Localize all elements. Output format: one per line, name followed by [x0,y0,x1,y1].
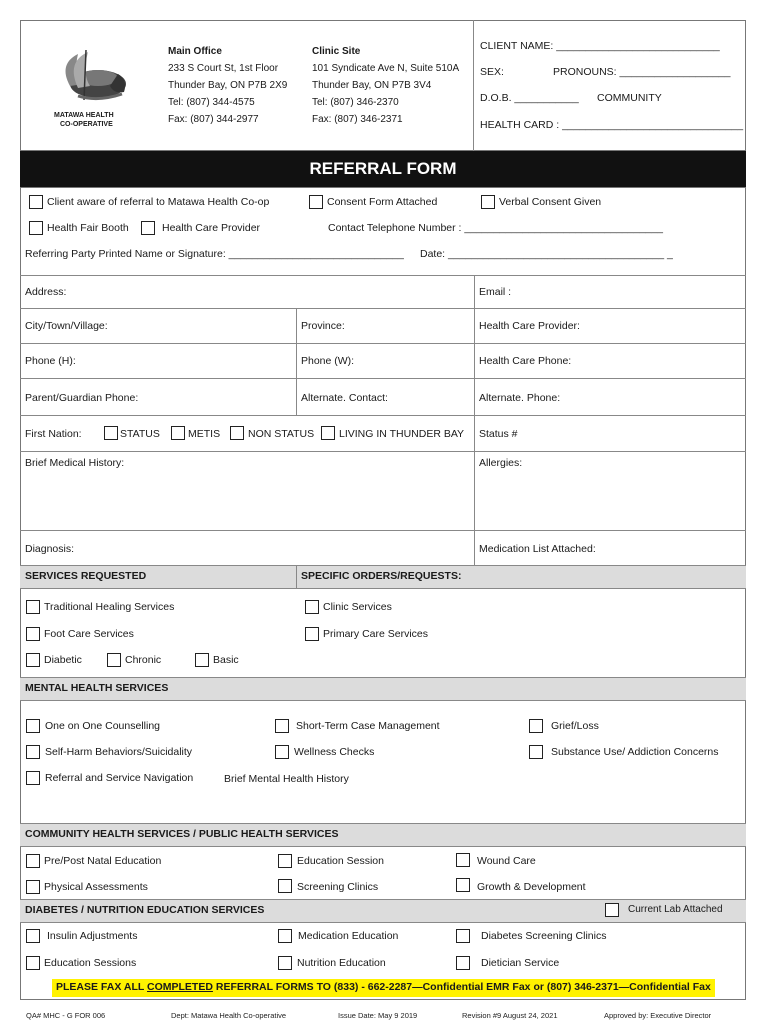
mental-heading: MENTAL HEALTH SERVICES [25,682,169,694]
screening-label: Screening Clinics [297,881,379,893]
clinic-services-label: Clinic Services [323,601,392,613]
non-status-checkbox[interactable] [230,426,244,440]
grid-line [20,308,746,309]
grid-col [474,275,475,565]
education-session-checkbox[interactable] [278,854,292,868]
clinic-site-fax: Fax: (807) 346-2371 [312,114,403,125]
non-status-label: NON STATUS [248,428,315,440]
diagnosis-label: Diagnosis: [25,543,75,555]
client-aware-checkbox[interactable] [29,195,43,209]
referral-nav-label: Referral and Service Navigation [45,772,194,784]
date-field[interactable]: Date: _____________________________________ _ [420,248,673,260]
main-office-line2: Thunder Bay, ON P7B 2X9 [168,80,288,91]
medication-ed-checkbox[interactable] [278,929,292,943]
grid-line [20,415,746,416]
alt-contact-label: Alternate. Contact: [301,392,388,404]
current-lab-checkbox[interactable] [605,903,619,917]
wound-care-label: Wound Care [477,855,536,867]
traditional-label: Traditional Healing Services [44,601,175,613]
current-lab-label: Current Lab Attached [628,904,723,915]
org-name-line2: CO-OPERATIVE [60,121,113,128]
main-office-title: Main Office [168,46,222,57]
basic-checkbox[interactable] [195,653,209,667]
footer-issue: Issue Date: May 9 2019 [338,1011,418,1020]
community-band [20,823,746,847]
province-label: Province: [301,320,345,332]
grid-line [20,343,746,344]
fax-notice-part3: REFERRAL FORMS TO (833) - 662-2287—Confidential EMR Fax or (807) 346-2371—Confidential Fax [212,981,711,993]
mental-band [20,677,746,701]
substance-label: Substance Use/ Addiction Concerns [551,746,719,758]
diabetic-label: Diabetic [44,654,82,666]
verbal-consent-checkbox[interactable] [481,195,495,209]
living-tb-label: LIVING IN THUNDER BAY [339,428,465,440]
client-aware-label: Client aware of referral to Matawa Health Co-op [47,196,270,208]
main-office-tel: Tel: (807) 344-4575 [168,97,255,108]
main-office-block [168,43,287,128]
living-tb-checkbox[interactable] [321,426,335,440]
short-term-label: Short-Term Case Management [296,720,440,732]
footer-approved: Approved by: Executive Director [604,1011,712,1020]
screening-checkbox[interactable] [278,879,292,893]
prenatal-checkbox[interactable] [26,854,40,868]
insulin-label: Insulin Adjustments [47,930,138,942]
primary-care-checkbox[interactable] [305,627,319,641]
diabetes-heading: DIABETES / NUTRITION EDUCATION SERVICES [25,904,265,916]
education-sessions-checkbox[interactable] [26,956,40,970]
foot-care-label: Foot Care Services [44,628,134,640]
growth-checkbox[interactable] [456,878,470,892]
referral-nav-checkbox[interactable] [26,771,40,785]
wound-care-checkbox[interactable] [456,853,470,867]
contact-phone-field[interactable]: Contact Telephone Number : __________________________________ [328,222,663,234]
community-heading: COMMUNITY HEALTH SERVICES / PUBLIC HEALTH SERVICES [25,828,339,840]
nutrition-checkbox[interactable] [278,956,292,970]
nutrition-label: Nutrition Education [297,957,386,969]
org-name-line1: MATAWA HEALTH [54,112,114,119]
hcp-label: Health Care Provider: [479,320,580,332]
physical-label: Physical Assessments [44,881,148,893]
hc-phone-label: Health Care Phone: [479,355,572,367]
foot-care-checkbox[interactable] [26,627,40,641]
chronic-label: Chronic [125,654,162,666]
clinic-site-tel: Tel: (807) 346-2370 [312,97,399,108]
header-divider [473,20,474,151]
grid-line [20,378,746,379]
grid-line [20,451,746,452]
fax-notice-completed: COMPLETED [147,981,213,993]
clinic-services-checkbox[interactable] [305,600,319,614]
grid-line [20,530,746,531]
traditional-checkbox[interactable] [26,600,40,614]
health-card-field[interactable]: HEALTH CARD : _______________________________ [480,119,744,131]
main-office-line1: 233 S Court St, 1st Floor [168,63,279,74]
status-checkbox[interactable] [104,426,118,440]
main-office-fax: Fax: (807) 344-2977 [168,114,259,125]
services-heading: SERVICES REQUESTED [25,570,147,582]
referring-party-field[interactable]: Referring Party Printed Name or Signature: ______________________________ [25,248,404,260]
consent-form-label: Consent Form Attached [327,196,438,208]
med-list-label: Medication List Attached: [479,543,596,555]
chronic-checkbox[interactable] [107,653,121,667]
metis-label: METIS [188,428,221,440]
substance-checkbox[interactable] [529,745,543,759]
grief-checkbox[interactable] [529,719,543,733]
grid-line [20,275,746,276]
pronouns-field[interactable]: PRONOUNS: ___________________ [553,66,731,78]
diabetes-screening-label: Diabetes Screening Clinics [481,930,607,942]
orders-heading: SPECIFIC ORDERS/REQUESTS: [301,570,462,582]
clinic-site-line2: Thunder Bay, ON P7B 3V4 [312,80,432,91]
clinic-site-block [312,43,459,128]
form-title: REFERRAL FORM [20,151,746,187]
basic-label: Basic [213,654,239,666]
health-fair-label: Health Fair Booth [47,222,129,234]
allergies-label: Allergies: [479,457,523,469]
dietician-checkbox[interactable] [456,956,470,970]
services-band [20,565,746,589]
client-name-field[interactable]: CLIENT NAME: ____________________________ [480,40,720,52]
consent-form-checkbox[interactable] [309,195,323,209]
status-number-label: Status # [479,428,518,440]
fax-notice-part1: PLEASE FAX ALL [56,981,148,993]
counselling-checkbox[interactable] [26,719,40,733]
footer-revision: Revision #9 August 24, 2021 [462,1011,558,1020]
primary-care-label: Primary Care Services [323,628,429,640]
wellness-checkbox[interactable] [275,745,289,759]
phone-w-label: Phone (W): [301,355,355,367]
counselling-label: One on One Counselling [45,720,160,732]
alt-phone-label: Alternate. Phone: [479,392,561,404]
phone-h-label: Phone (H): [25,355,76,367]
short-term-checkbox[interactable] [275,719,289,733]
fax-notice [52,979,715,997]
metis-checkbox[interactable] [171,426,185,440]
growth-label: Growth & Development [477,881,586,893]
medication-ed-label: Medication Education [298,930,399,942]
wellness-label: Wellness Checks [294,746,375,758]
medical-history-label: Brief Medical History: [25,457,125,469]
footer-qa: QA# MHC - G FOR 006 [26,1011,106,1020]
health-fair-checkbox[interactable] [29,221,43,235]
footer-dept: Dept: Matawa Health Co-operative [171,1011,287,1020]
brief-history-label: Brief Mental Health History [224,773,349,785]
diabetic-checkbox[interactable] [26,653,40,667]
clinic-site-line1: 101 Syndicate Ave N, Suite 510A [312,63,460,74]
status-label: STATUS [120,428,160,440]
education-session-label: Education Session [297,855,384,867]
services-divider [296,565,297,589]
address-label: Address: [25,286,67,298]
physical-checkbox[interactable] [26,880,40,894]
dietician-label: Dietician Service [481,957,560,969]
city-label: City/Town/Village: [25,320,108,332]
email-label: Email : [479,286,512,298]
sex-field[interactable]: SEX: [480,66,504,78]
self-harm-checkbox[interactable] [26,745,40,759]
verbal-consent-label: Verbal Consent Given [499,196,602,208]
first-nation-label: First Nation: [25,428,82,440]
grid-col [296,308,297,415]
health-care-provider-checkbox[interactable] [141,221,155,235]
parent-phone-label: Parent/Guardian Phone: [25,392,139,404]
community-field[interactable]: COMMUNITY [597,92,662,104]
dob-field[interactable]: D.O.B. ___________ [480,92,579,104]
education-sessions-label: Education Sessions [44,957,137,969]
self-harm-label: Self-Harm Behaviors/Suicidality [45,746,193,758]
grief-label: Grief/Loss [551,720,599,732]
clinic-site-title: Clinic Site [312,46,361,57]
diabetes-screening-checkbox[interactable] [456,929,470,943]
prenatal-label: Pre/Post Natal Education [44,855,162,867]
insulin-checkbox[interactable] [26,929,40,943]
health-care-provider-label: Health Care Provider [162,222,261,234]
